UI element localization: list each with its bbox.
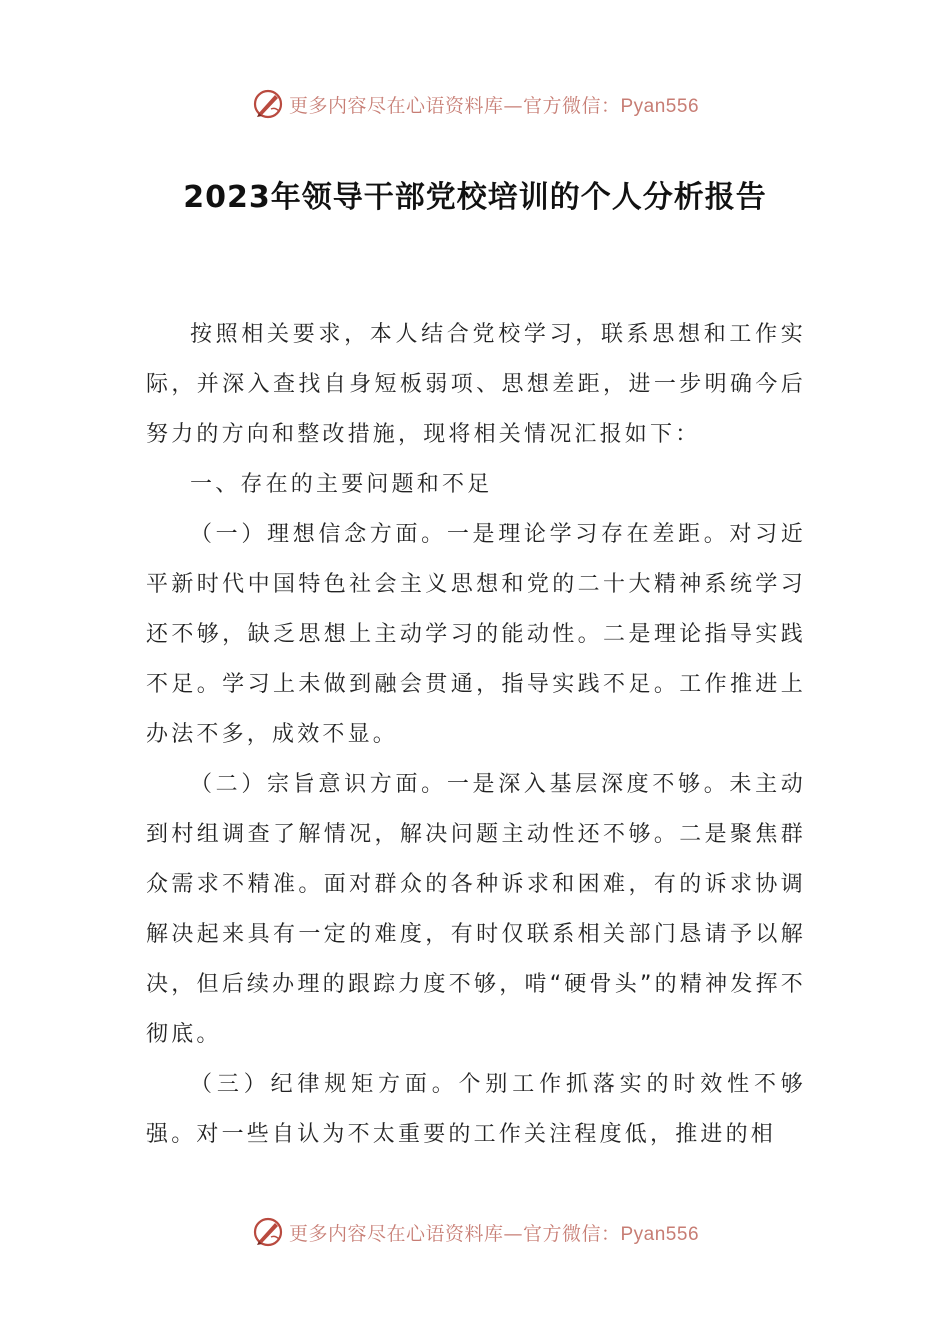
intro-paragraph: 按照相关要求，本人结合党校学习，联系思想和工作实际，并深入查找自身短板弱项、思想差距，进一步明确今后努力的方向和整改措施，现将相关情况汇报如下： xyxy=(146,322,806,447)
paragraph-purpose-awareness: （二）宗旨意识方面。一是深入基层深度不够。未主动到村组调查了解情况，解决问题主动性还不够。二是聚焦群众需求不精准。面对群众的各种诉求和困难，有的诉求协调解决起来具有一定的难度，有时仅联系相关部门恳请予以解决，但后续办理的跟踪力度不够，啃“硬骨头”的精神发挥不彻底。 xyxy=(146,772,806,1047)
watermark-text: 更多内容尽在心语资料库—官方微信：Pyan556 xyxy=(288,1222,700,1245)
pen-logo-icon xyxy=(251,1215,285,1249)
section-heading: 一、存在的主要问题和不足 xyxy=(190,472,493,497)
footer-watermark xyxy=(0,1212,950,1252)
document-title: 2023年领导干部党校培训的个人分析报告 xyxy=(183,180,767,215)
watermark-text: 更多内容尽在心语资料库—官方微信：Pyan556 xyxy=(288,94,700,117)
pen-logo-icon xyxy=(251,87,285,121)
paragraph-discipline-rules: （三）纪律规矩方面。个别工作抓落实的时效性不够强。对一些自认为不太重要的工作关注程度低，推进的相 xyxy=(146,1072,806,1147)
document-body xyxy=(146,310,806,1160)
paragraph-ideals-beliefs: （一）理想信念方面。一是理论学习存在差距。对习近平新时代中国特色社会主义思想和党的二十大精神系统学习还不够，缺乏思想上主动学习的能动性。二是理论指导实践不足。学习上未做到融会贯通，指导实践不足。工作推进上办法不多，成效不显。 xyxy=(146,522,806,747)
header-watermark xyxy=(0,84,950,124)
